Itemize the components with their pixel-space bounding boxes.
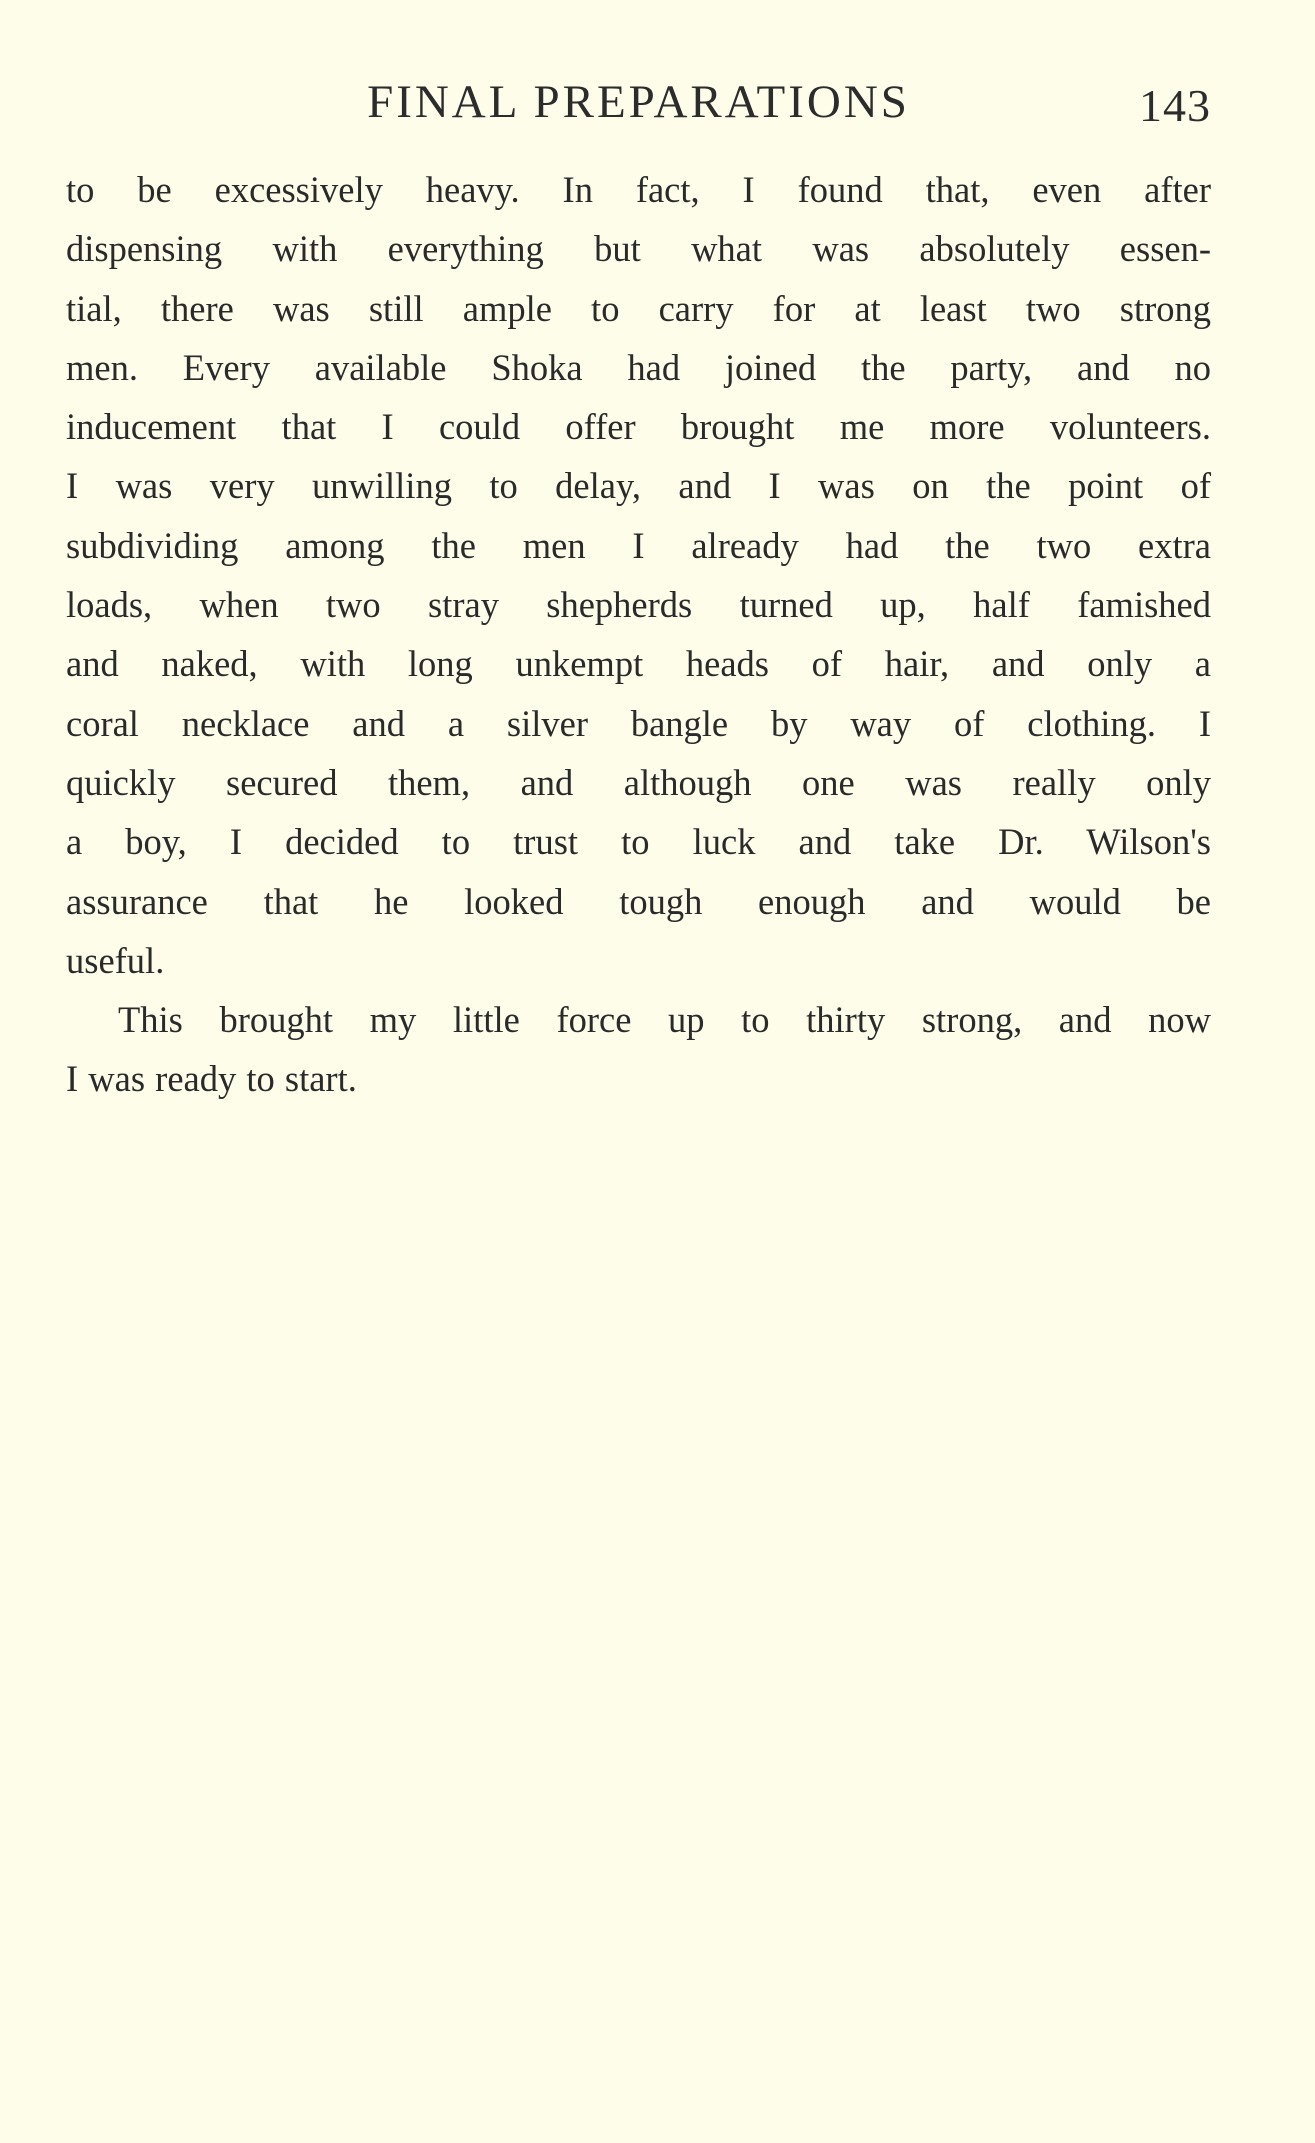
text-line: coral necklace and a silver bangle by way of clothing. I bbox=[66, 702, 1211, 744]
paragraph-1 bbox=[66, 160, 1211, 990]
running-title: FINAL PREPARATIONS bbox=[367, 76, 910, 128]
text-line: This brought my little force up to thirty strong, and now bbox=[118, 999, 1211, 1041]
body-text bbox=[66, 160, 1211, 1109]
text-line: I was ready to start. bbox=[66, 1058, 357, 1100]
text-line: a boy, I decided to trust to luck and take Dr. Wilson's bbox=[66, 821, 1211, 863]
text-line: I was very unwilling to delay, and I was on the point of bbox=[66, 465, 1211, 507]
text-line: useful. bbox=[66, 939, 165, 981]
text-line: loads, when two stray shepherds turned up, half famished bbox=[66, 584, 1211, 626]
text-line: inducement that I could offer brought me more volunteers. bbox=[66, 406, 1211, 448]
text-line: to be excessively heavy. In fact, I found that, even after bbox=[66, 169, 1211, 210]
text-line: dispensing with everything but what was absolutely essen- bbox=[66, 228, 1211, 270]
text-line: and naked, with long unkempt heads of hair, and only a bbox=[66, 643, 1211, 685]
running-head bbox=[66, 72, 1211, 132]
text-line: assurance that he looked tough enough and would be bbox=[66, 880, 1211, 922]
text-line: tial, there was still ample to carry for at least two strong bbox=[66, 287, 1211, 329]
text-line: quickly secured them, and although one was really only bbox=[66, 761, 1211, 803]
paragraph-2 bbox=[66, 990, 1211, 1109]
text-line: subdividing among the men I already had the two extra bbox=[66, 524, 1211, 566]
page-number: 143 bbox=[1139, 80, 1211, 131]
text-line: men. Every available Shoka had joined the party, and no bbox=[66, 346, 1211, 388]
